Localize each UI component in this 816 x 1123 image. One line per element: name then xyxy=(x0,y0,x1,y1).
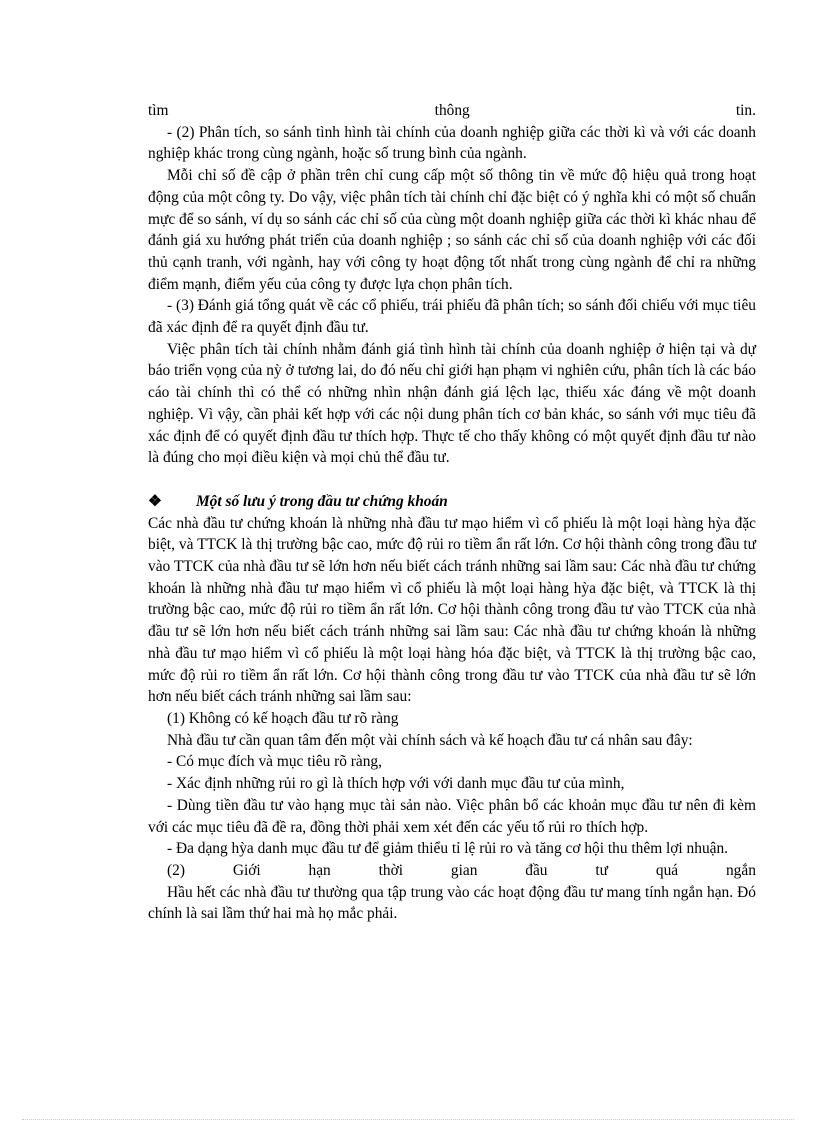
diamond-bullet-icon: ❖ xyxy=(148,492,162,510)
word: tìm xyxy=(148,102,169,119)
list-item-allocation: - Dùng tiền đầu tư vào hạng mục tài sản nào. Việc phân bổ các khoản mục đầu tư nên đi kèm với các mục tiêu đã đề ra, đồng thời phải xem xét đến các yếu tố rủi ro thích hợp. xyxy=(148,796,756,836)
subheading-short-horizon xyxy=(148,860,756,882)
word: thời xyxy=(378,861,404,879)
word: thông xyxy=(434,102,470,119)
paragraph-evaluate-securities: - (3) Đánh giá tổng quát về các cổ phiếu, trái phiếu đã phân tích; so sánh đối chiếu với mục tiêu đã xác định để ra quyết định đầu tư. xyxy=(148,297,756,337)
list-item-diversify: - Đa dạng hỳa danh mục đầu tư để giảm thiểu tỉ lệ rủi ro và tăng cơ hội thu thêm lợi nhuận. xyxy=(167,840,729,858)
paragraph-policies: Nhà đầu tư cần quan tâm đến một vài chính sách và kế hoạch đầu tư cá nhân sau đây: xyxy=(167,731,693,749)
word: tin. xyxy=(735,102,756,119)
paragraph-financial-analysis: Việc phân tích tài chính nhằm đánh giá tình hình tài chính của doanh nghiệp ở hiện tại và dự báo triển vọng của nỳ ở tương lai, do đó nếu chỉ giới hạn phạm vi nghiên cứu, phân tích là các báo cáo tài chính thì có thể có những nhìn nhận đánh giá lệch lạc, thiếu xác đáng về một doanh nghiệp. Vì vậy, cần phải kết hợp với các nội dung phân tích cơ bản khác, so sánh với mục tiêu đã xác định để có quyết định đầu tư thích hợp. Thực tế cho thấy không có một quyết định đầu tư nào là đúng cho mọi điều kiện và mọi chủ thể đầu tư. xyxy=(148,340,756,467)
page-bottom-rule xyxy=(22,1119,794,1120)
word: gian xyxy=(450,861,478,879)
word: (2) xyxy=(167,861,185,879)
subheading-no-plan: (1) Không có kế hoạch đầu tư rõ ràng xyxy=(167,709,399,727)
word: Giới xyxy=(232,861,261,879)
justified-line-tim-thong-tin xyxy=(148,100,756,122)
heading-text: Một số lưu ý trong đầu tư chứng khoán xyxy=(196,492,448,510)
word: ngắn xyxy=(725,861,756,879)
list-item-goals: - Có mục đích và mục tiêu rõ ràng, xyxy=(167,753,382,771)
document-page xyxy=(148,100,756,925)
spacer xyxy=(148,469,756,491)
section-heading xyxy=(148,491,756,513)
list-item-risks: - Xác định những rủi ro gì là thích hợp với với danh mục đầu tư của mình, xyxy=(167,775,625,793)
word: hạn xyxy=(308,861,331,879)
word: đầu xyxy=(525,861,548,879)
word: quá xyxy=(655,861,679,879)
paragraph-short-term: Hầu hết các nhà đầu tư thường qua tập trung vào các hoạt động đầu tư mang tính ngắn hạn. Đó chính là sai lầm thứ hai mà họ mắc phải. xyxy=(148,883,756,923)
paragraph-compare-periods: - (2) Phân tích, so sánh tình hình tài chính của doanh nghiệp giữa các thời kì và với các doanh nghiệp khác trong cùng ngành, hoặc số trung bình của ngành. xyxy=(148,123,756,163)
paragraph-financial-ratios: Mỗi chỉ số đề cập ở phần trên chỉ cung cấp một số thông tin về mức độ hiệu quả trong hoạt động của một công ty. Do vậy, việc phân tích tài chính chỉ đặc biệt có ý nghĩa khi có một số chuẩn mực để so sánh, ví dụ so sánh các chỉ số của cùng một doanh nghiệp giữa các thời kì khác nhau để đánh giá xu hướng phát triển của doanh nghiệp ; so sánh các chỉ số của doanh nghiệp với các đối thủ cạnh tranh, với ngành, hay với công ty hoạt động tốt nhất trong cùng ngành để chỉ ra những điểm mạnh, điểm yếu của công ty được lựa chọn phân tích. xyxy=(148,167,756,293)
paragraph-investor-risk: Các nhà đầu tư chứng khoán là những nhà đầu tư mạo hiểm vì cổ phiếu là một loại hàng hỳa đặc biệt, và TTCK là thị trường bậc cao, mức độ rủi ro tiềm ẩn rất lớn. Cơ hội thành công trong đầu tư vào TTCK của nhà đầu tư sẽ lớn hơn nếu biết cách tránh những sai lầm sau: Các nhà đầu tư chứng khoán là những nhà đầu tư mạo hiểm vì cổ phiếu là một loại hàng hỳa đặc biệt, và TTCK là thị trường bậc cao, mức độ rủi ro tiềm ẩn rất lớn. Cơ hội thành công trong đầu tư vào TTCK của nhà đầu tư sẽ lớn hơn nếu biết cách tránh những sai lầm sau: Các nhà đầu tư chứng khoán là những nhà đầu tư mạo hiểm vì cổ phiếu là một loại hàng hóa đặc biệt, và TTCK là thị trường bậc cao, mức độ rủi ro tiềm ẩn rất lớn. Cơ hội thành công trong đầu tư vào TTCK của nhà đầu tư sẽ lớn hơn nếu biết cách tránh những sai lầm sau: xyxy=(148,514,756,706)
word: tư xyxy=(595,861,608,879)
